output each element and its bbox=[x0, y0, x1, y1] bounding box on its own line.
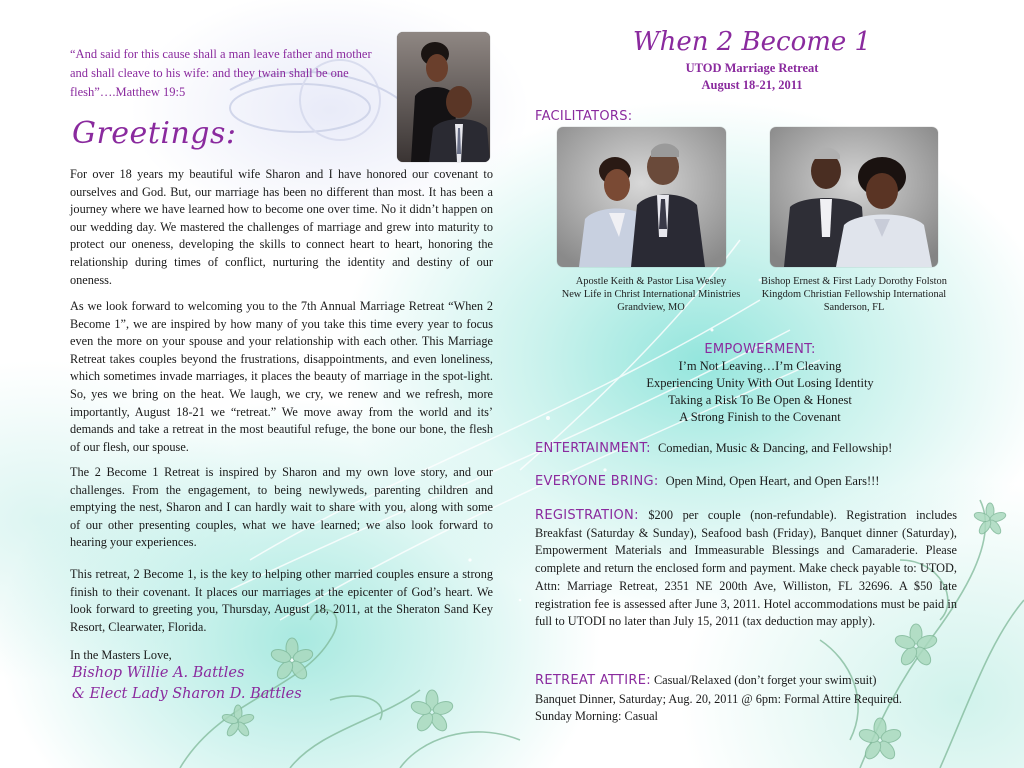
greeting-heading: Greetings: bbox=[72, 116, 237, 151]
signature-line-1: Bishop Willie A. Battles bbox=[72, 665, 245, 681]
letter-paragraph-3: The 2 Become 1 Retreat is inspired by Sharon and my own love story, and our challenges. From the engagement, to being newlyweds, parenting children and emptying the nest, Sharon and I can hardly wait to share with you, along with some of our other presenting couples, what we have learned; we also look forward to hearing your experiences. bbox=[70, 465, 493, 550]
registration-block bbox=[535, 507, 957, 631]
facilitator-name-2: Bishop Ernest & First Lady Dorothy Folston bbox=[761, 276, 947, 287]
letter-paragraph-4: This retreat, 2 Become 1, is the key to helping other married couples ensure a strong finish to their covenant. It places our marriages at the epicenter of God’s heart. We look forward to greeting you, Thursday, August 18, 2011, at the Sheraton Sand Key Resort, Clearwater, Florida. bbox=[70, 567, 493, 634]
empowerment-item-2: Experiencing Unity With Out Losing Identity bbox=[646, 376, 874, 390]
couple-photo-icon bbox=[397, 32, 490, 162]
registration-text: $200 per couple (non-refundable). Registration includes Breakfast (Saturday & Sunday), Seafood bash (Friday), Banquet dinner (Saturday), Empowerment Materials and Immeasurable Blessings and Camaraderie. Please complete and return the enclosed form and payment. Make check payable to: UTOD, Attn: Marriage Retreat, 2351 NE 200th Ave, Williston, FL 32696. A $50 late registration fee is assessed after June 3, 2011. Hotel accommodations must be paid in full to UTODI no later than July 15, 2011 (tax deduction may apply). bbox=[535, 508, 957, 629]
event-title: When 2 Become 1 bbox=[632, 27, 872, 57]
signature-line-2: & Elect Lady Sharon D. Battles bbox=[72, 686, 302, 702]
letter-paragraph-2: As we look forward to welcoming you to the 7th Annual Marriage Retreat “When 2 Become 1”, we are inspired by how many of you take this time every year to focus even the more on your spouse and your relationship with each other. This Marriage Retreat takes couples beyond the frustrations, disappointments, and even loneliness, which sometimes invade marriages, it places the beauty of marriage in the spot-light. So, yes we bring on the heat. We laugh, we cry, we renew and we refresh, more importantly, August 18-21 we “retreat.” We move away from the world and its’ demands and take a retreat in the most beautiful refuge, the bone our bone, the flesh of our flesh, our spouse. bbox=[70, 299, 493, 454]
facilitator-name-1: Apostle Keith & Pastor Lisa Wesley bbox=[575, 276, 727, 287]
attire-banquet: Banquet Dinner, Saturday; Aug. 20, 2011 @ 6pm: Formal Attire Required. bbox=[535, 692, 902, 706]
attire-heading: RETREAT ATTIRE: bbox=[535, 673, 651, 688]
facilitator-photo-2 bbox=[770, 127, 938, 267]
couple-photo-icon bbox=[557, 127, 726, 267]
entertainment-text: Comedian, Music & Dancing, and Fellowship! bbox=[657, 441, 893, 455]
registration-heading: REGISTRATION: bbox=[535, 508, 639, 523]
couple-photo-icon bbox=[770, 127, 938, 267]
attire-row bbox=[535, 673, 975, 688]
facilitator-caption-2 bbox=[744, 275, 964, 314]
bring-heading: EVERYONE BRING: bbox=[535, 474, 659, 489]
attire-text: Casual/Relaxed (don’t forget your swim suit) bbox=[653, 673, 877, 687]
empowerment-heading: EMPOWERMENT: bbox=[704, 342, 816, 357]
attire-sunday: Sunday Morning: Casual bbox=[535, 709, 658, 723]
facilitator-org-2: Kingdom Christian Fellowship International bbox=[761, 289, 947, 300]
facilitator-photo-1 bbox=[557, 127, 726, 267]
sign-off: In the Masters Love, bbox=[70, 648, 172, 662]
empowerment-item-1: I’m Not Leaving…I’m Cleaving bbox=[678, 359, 842, 373]
entertainment-row bbox=[535, 441, 975, 456]
facilitator-org-1: New Life in Christ International Ministries bbox=[561, 289, 741, 300]
empowerment-item-3: Taking a Risk To Be Open & Honest bbox=[668, 393, 852, 407]
event-dates: August 18-21, 2011 bbox=[701, 78, 803, 92]
facilitator-caption-1 bbox=[541, 275, 761, 314]
empowerment-item-4: A Strong Finish to the Covenant bbox=[679, 410, 841, 424]
bring-row bbox=[535, 474, 975, 489]
facilitators-heading: FACILITATORS: bbox=[535, 109, 633, 124]
bring-text: Open Mind, Open Heart, and Open Ears!!! bbox=[665, 474, 880, 488]
facilitator-place-1: Grandview, MO bbox=[617, 302, 685, 313]
facilitator-place-2: Sanderson, FL bbox=[823, 302, 885, 313]
letter-paragraph-1: For over 18 years my beautiful wife Sharon and I have honored our covenant to ourselves and God. But, our marriage has been no different than most. It has been a journey where we have learned how to become one over time. No it didn’t happen on our wedding day. We mastered the challenges of marriage and grew into maturity to protect our oneness, developing the skills to connect heart to heart, honoring the relationship during times of conflict, nurturing the identity and destiny of our oneness. bbox=[70, 167, 493, 287]
hosts-photo bbox=[397, 32, 490, 162]
entertainment-heading: ENTERTAINMENT: bbox=[535, 441, 651, 456]
scripture-quote: “And said for this cause shall a man leave father and mother and shall cleave to his wife: and they twain shall be one flesh”….Matthew 19:5 bbox=[70, 47, 372, 99]
event-subtitle: UTOD Marriage Retreat bbox=[685, 61, 819, 75]
